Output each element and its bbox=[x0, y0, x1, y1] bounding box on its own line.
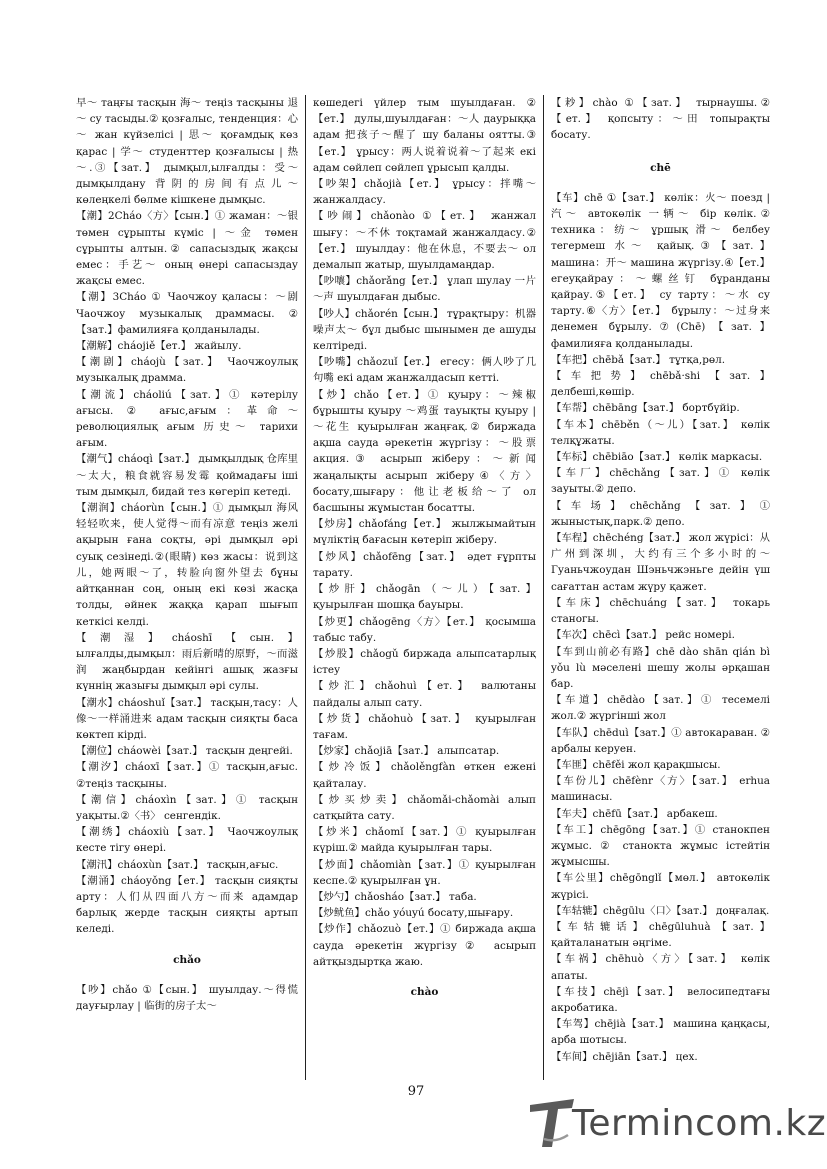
dictionary-entry: 【炒汇】chǎohuì【ет.】 валютаны пайдалы алып сату. bbox=[313, 680, 536, 709]
dictionary-entry: 【耖】chào ①【зат.】 тырнаушы.②【ет.】 қопсыту：～田 топырақты босату. bbox=[551, 97, 770, 142]
dictionary-entry: 【炒冷饭】chǎolěngfàn өткен ежені қайталау. bbox=[313, 761, 536, 790]
page-number: 97 bbox=[407, 1084, 425, 1099]
dictionary-entry: 【车轱辘】chēgūlu〈口〉【зат.】 доңғалақ. bbox=[551, 904, 770, 917]
dictionary-entry: 【炒家】chǎojiā【зат.】 алыпсатар. bbox=[313, 745, 500, 758]
dictionary-entry: 【车次】chēcì【зат.】 рейс номері. bbox=[551, 629, 735, 642]
section-heading-chao-fourth-tone: chào bbox=[410, 985, 439, 998]
column-divider-left bbox=[305, 95, 306, 1080]
dictionary-entry: 【潮解】cháojiě【ет.】 жайылу. bbox=[76, 340, 242, 353]
dictionary-entry: 【吵嚷】chǎorǎng【ет.】 ұлап шулау 一片～声 шуылдаған дыбыс. bbox=[313, 275, 536, 304]
entries-column-left-top bbox=[76, 95, 298, 938]
dictionary-entry: 【车公里】chēgōnglǐ【мөл.】 автокөлік жүрісі. bbox=[551, 872, 770, 901]
dictionary-entry: 【炒肝】chǎogān（～儿）【зат.】 қуырылған шошқа бауыры. bbox=[313, 583, 536, 612]
dictionary-entry: 【潮】2Cháo〈方〉【сын.】① жаман：～银 төмен сұрыпты күміс | ～金 төмен сұрыпты алтын.② сапасыздық жақсы емес：手艺～ оның өнері сапасыздау жақсы емес. bbox=[76, 210, 298, 288]
dictionary-entry: 【车轱辘话】chēgūluhuà【зат.】 қайталанатын әңгіме. bbox=[551, 920, 770, 950]
dictionary-entry: 【炒货】chǎohuò【зат.】 қуырылған тағам. bbox=[313, 712, 536, 741]
dictionary-entry: 【潮剧】cháojù【зат.】 Чаочжоулық музыкалық драмма. bbox=[76, 356, 298, 385]
dictionary-entry: 【车间】chējiān【зат.】 цех. bbox=[551, 1050, 698, 1063]
dictionary-entry: 【炒面】chǎomiàn【зат.】① қуырылған кеспе.② қуырылған ұн. bbox=[313, 858, 536, 887]
dictionary-entry: 【车匪】chēfěi жол қарақшысы. bbox=[551, 758, 721, 771]
dictionary-entry: 【炒股】chǎogǔ биржада алыпсатарлық істеу bbox=[313, 647, 536, 677]
dictionary-entry: 【潮信】cháoxìn【зат.】① тасқын уақыты.②〈书〉 сенгендік. bbox=[76, 793, 298, 822]
entries-column-right-bottom bbox=[551, 190, 770, 1065]
dictionary-entry: 【潮涌】cháoyǒng【ет.】 тасқын сияқты арту：人们从四面八方～而来 адамдар барлық жерде тасқын сияқты артып келеді. bbox=[76, 874, 298, 936]
dictionary-entry: 【潮湿】cháoshī【сын.】 ылғалды,дымқыл：雨后新晴的原野，～而滋润 жаңбырдан кейінгі ашық жазғы күннің жазығы дымқыл әрі сулы. bbox=[76, 631, 298, 693]
dictionary-entry: 【车驾】chējià【зат.】 машина қаңқасы, арба шотысы. bbox=[551, 1018, 770, 1047]
column-middle bbox=[313, 95, 536, 1080]
entries-column-middle bbox=[313, 95, 536, 970]
dictionary-entry: 【潮汛】cháoxùn【зат.】 тасқын,ағыс. bbox=[76, 858, 279, 871]
termincom-logo[interactable] bbox=[528, 1095, 827, 1155]
dictionary-entry: 早～ таңғы тасқын 海～ теңіз тасқыны 退～ су тасыды.② қозғалыс, тенденция：心～ жан күйзелісі | 思～ қоғамдық көз қарас | 学～ студенттер қозғалысы | 热～.③【зат.】 дымқыл,ылғалды：受～ дымқылдану 背阴的房间有点儿～ көлеңкелі бөлме кішкене дымқыс. bbox=[76, 97, 298, 207]
dictionary-entry: 【潮润】cháorùn【сын.】① дымқыл 海风轻轻吹来，使人觉得～而有凉意 теңіз желі ақырын ғана соқты, әрі дымқыл әрі суық сезінеді.②(眼睛) көз жасы：说到这儿，她两眼～了，转脸向窗外望去 бұны айтқаннан соң, оның екі көзі жасқа толды, әйнек жаққа қарап шығып кеткісі келді. bbox=[76, 502, 298, 628]
dictionary-entry: 【车把势】chēbǎ·shi【зат.】 делбеші,көшір. bbox=[551, 370, 770, 399]
dictionary-entry: 【车场】chēchǎng【зат.】① жыныстық,парк.② депо. bbox=[551, 499, 770, 528]
dictionary-entry: 【车技】chējì【зат.】 велосипедтағы акробатика. bbox=[551, 985, 770, 1014]
dictionary-entry: 【炒勺】chǎosháo【зат.】 таба. bbox=[313, 890, 477, 903]
dictionary-entry: 【车把】chēbǎ【зат.】 тұтқа,рөл. bbox=[551, 353, 726, 366]
dictionary-entry: 【车队】chēduì【зат.】① автокараван. ② арбалы керуен. bbox=[551, 726, 770, 755]
dictionary-entry: 【车道】chēdào【зат.】① тесемелі жол.② жүргінші жол bbox=[551, 694, 770, 723]
dictionary-entry: 【吵嘴】chǎozuǐ【ет.】 егесу：俩人吵了几句嘴 екі адам жанжалдасып кетті. bbox=[313, 356, 536, 385]
dictionary-entry: 【炒鱿鱼】chǎo yóuyú босату,шығару. bbox=[313, 907, 514, 920]
entries-column-right-top bbox=[551, 95, 770, 144]
dictionary-entry: 【炒房】chǎofáng【ет.】 жылжымайтын мүліктің бағасын көтеріп жіберу. bbox=[313, 518, 536, 547]
dictionary-entry: 【车程】chēchéng【зат.】 жол жүрісі：从广州到深圳，大约有三个多小时的～ Гуаньчжоудан Шэньчжэньге дейін үш сағаттан астам жүру қажет. bbox=[551, 532, 770, 593]
dictionary-entry: көшедегі үйлер тым шуылдаған. ②【ет.】 дулы,шуылдаған：～人 даурыққа адам 把孩子～醒了 шу баланы оятты.③【ет.】 ұрысу：两人说着说着～了起来 екі адам сөйлеп сөйлеп ұрысып қалды. bbox=[313, 97, 536, 174]
dictionary-entry: 【车到山前必有路】chē dào shān qián bì yǒu lù мәселені шешу жолы әрқашан бар. bbox=[551, 645, 770, 690]
dictionary-entry: 【吵架】chǎojià【ет.】 ұрысу：拌嘴～ жанжалдасу. bbox=[313, 178, 536, 207]
dictionary-entry: 【车夫】chēfū【зат.】 арбакеш. bbox=[551, 807, 718, 820]
dictionary-entry: 【炒作】chǎozuò【ет.】① биржада ақша сауда әрекетін жүргізу② асырып айтқыздыртқа жаю. bbox=[313, 923, 536, 968]
section-heading-che: chē bbox=[650, 161, 671, 174]
dictionary-entry: 【车厂】chēchǎng【зат.】① көлік зауыты.② депо. bbox=[551, 467, 770, 496]
dictionary-entry: 【潮流】cháoliú【зат.】① кәтерілу ағысы. ② ағыс,ағым：革命～ революциялық ағым 历史～ тарихи ағым. bbox=[76, 388, 298, 450]
dictionary-entry: 【潮位】cháowèi【зат.】 тасқын деңгейі. bbox=[76, 745, 293, 758]
dictionary-entry: 【车工】chēgōng【зат.】① станокпен жұмыс. ② станокта жұмыс істейтін жұмысшы. bbox=[551, 823, 770, 869]
dictionary-entry: 【炒米】chǎomǐ【зат.】① қуырылған күріш.② майда қуырылған тары. bbox=[313, 826, 536, 855]
dictionary-entry: 【车帮】chēbāng【зат.】 бортбүйір. bbox=[551, 402, 740, 415]
dictionary-entry: 【潮气】cháoqì【зат.】 дымқылдық 仓库里～太大，粮食就容易发霉 қоймадағы іші тым дымқыл, бидай тез көгеріп кетеді. bbox=[76, 453, 298, 498]
dictionary-entry: 【潮水】cháoshuǐ【зат.】 тасқын,тасу：人像～一样涌进来 адам тасқын сияқты баса көктеп кірді. bbox=[76, 696, 298, 741]
dictionary-entry: 【炒】chǎo【ет.】① қуыру：～辣椒 бұрышты қуыру ～鸡蛋 тауықты қуыру | ～花生 қуырылған жаңғақ.② биржада ақша сауда әрекетін жүргізу：～股票 акция.③ асырып жіберу：～新闻 жаңалықты асырып жіберу④〈方〉 босату,шығару：他让老板给～了 ол басшыны жұмыстан босатты. bbox=[313, 388, 536, 515]
dictionary-entry: 【吵】chǎo ①【сын.】 шуылдау.～得慌 дауғырлау | 临街的房子太～ bbox=[76, 983, 298, 1012]
column-left bbox=[76, 95, 298, 1080]
dictionary-entry: 【吵人】chǎorén【сын.】 тұрақтыру：机器噪声太～ бұл дыбыс шынымен де ашуды келтіреді. bbox=[313, 307, 536, 353]
dictionary-entry: 【车份儿】chēfènr〈方〉【зат.】 erhua машинасы. bbox=[551, 775, 770, 804]
dictionary-entry: 【车】chē ①【зат.】 көлік：火～ поезд | 汽～ автокөлік 一辆～ бір көлік.② техника：纺～ ұршық 滑～ белбеу тегермеш 水～ қайық.③【зат.】 машина：开～ машина жүргізу.④【ет.】 егеуқайрау：～螺丝钉 бұранданы қайрау.⑤【ет.】 су тарту：～水 су тарту.⑥〈方〉【ет.】 бұрылу：～过身来 денемен бұрылу.⑦(Chē)【зат.】 фамилияға қолданылады. bbox=[551, 191, 770, 350]
dictionary-entry: 【车标】chēbiāo【зат.】 көлік маркасы. bbox=[551, 451, 763, 464]
dictionary-entry: 【车本】chēběn（～儿）【зат.】 көлік телқұжаты. bbox=[551, 418, 770, 447]
entries-column-left-bottom bbox=[76, 982, 298, 1014]
column-divider-right bbox=[543, 95, 544, 1080]
dictionary-entry: 【潮汐】cháoxī【зат.】① тасқын,ағыс. ②теңіз тасқыны. bbox=[76, 761, 298, 790]
column-right bbox=[551, 95, 770, 1080]
dictionary-entry: 【炒风】chǎofēng【зат.】 әдет ғұрпты тарату. bbox=[313, 550, 536, 579]
dictionary-entry: 【炒买炒卖】chǎomǎi-chǎomài алып сатқыйта сату. bbox=[313, 793, 536, 822]
dictionary-entry: 【车床】chēchuáng【зат.】 токарь станогы. bbox=[551, 596, 770, 626]
dictionary-entry: 【潮绣】cháoxiù【зат.】 Чаочжоулық кесте тігу өнері. bbox=[76, 826, 298, 855]
dictionary-entry: 【车祸】chēhuò〈方〉【зат.】 көлік апаты. bbox=[551, 953, 770, 982]
dictionary-entry: 【炒更】chǎogēng〈方〉【ет.】 қосымша табыс табу. bbox=[313, 615, 536, 644]
logo-text: Termincom.kz bbox=[572, 1103, 827, 1144]
dictionary-entry: 【吵闹】chǎonào ①【ет.】 жанжал шығу：～不休 тоқтамай жанжалдасу.②【ет.】 шуылдау：他在休息，不要去～ ол демалып жатыр, шуылдамаңдар. bbox=[313, 210, 536, 272]
dictionary-entry: 【潮】3Cháo ① Чаочжоу қаласы：～剧 Чаочжоу музыкалық драммасы. ②【зат.】фамилияға қолданылады. bbox=[76, 291, 298, 336]
section-heading-chao: chǎo bbox=[173, 953, 201, 966]
